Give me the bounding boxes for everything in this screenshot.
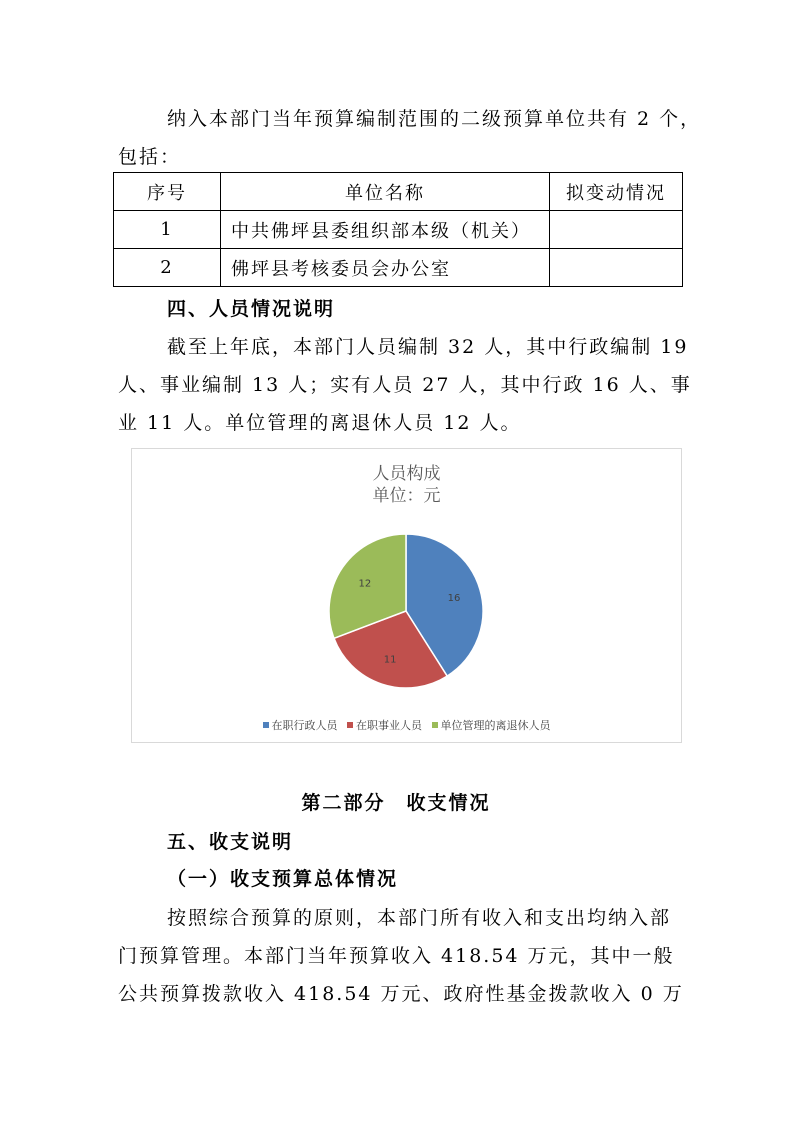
section4-line-3: 业 11 人。单位管理的离退休人员 12 人。 [118, 412, 522, 434]
header-change: 拟变动情况 [550, 173, 683, 211]
personnel-pie-chart [131, 448, 682, 743]
chart-title: 人员构成 [372, 464, 441, 484]
cell-unit-name: 中共佛坪县委组织部本级（机关） [221, 211, 550, 249]
header-unit-name: 单位名称 [221, 173, 550, 211]
pie-plot [132, 449, 681, 742]
table-row [114, 211, 683, 249]
chart-subtitle: 单位：元 [372, 486, 441, 506]
table-row [114, 249, 683, 287]
legend-item-retired [432, 717, 551, 733]
legend-swatch-administrative [263, 722, 269, 728]
section5-heading: 五、收支说明 [167, 831, 294, 853]
legend-item-administrative [263, 717, 338, 733]
table-header-row [114, 173, 683, 211]
legend-swatch-institution [347, 722, 353, 728]
chart-legend [132, 717, 681, 733]
pie-data-label-institution: 11 [383, 654, 397, 666]
section5-line-1: 按照综合预算的原则，本部门所有收入和支出均纳入部 [167, 907, 672, 929]
section4-line-1: 截至上年底，本部门人员编制 32 人，其中行政编制 19 [167, 336, 689, 358]
pie-data-label-administrative: 16 [447, 593, 461, 605]
cell-index: 1 [114, 211, 221, 249]
cell-unit-name: 佛坪县考核委员会办公室 [221, 249, 550, 287]
cell-index: 2 [114, 249, 221, 287]
legend-label-administrative: 在职行政人员 [271, 719, 338, 732]
units-table [113, 172, 683, 287]
legend-label-institution: 在职事业人员 [356, 719, 422, 732]
intro-line-2: 包括： [118, 146, 182, 168]
section5-line-2: 门预算管理。本部门当年预算收入 418.54 万元，其中一般 [118, 945, 675, 967]
pie-data-label-retired: 12 [358, 578, 372, 590]
part2-heading: 第二部分 收支情况 [301, 792, 491, 814]
section4-heading: 四、人员情况说明 [167, 298, 336, 320]
section5-line-3: 公共预算拨款收入 418.54 万元、政府性基金拨款收入 0 万 [118, 983, 684, 1005]
legend-label-retired: 单位管理的离退休人员 [440, 719, 551, 732]
intro-line-1: 纳入本部门当年预算编制范围的二级预算单位共有 2 个， [167, 108, 702, 130]
legend-item-institution [347, 717, 422, 733]
section5-sub1-heading: （一）收支预算总体情况 [167, 868, 399, 890]
cell-change [550, 211, 683, 249]
section4-line-2: 人、事业编制 13 人；实有人员 27 人，其中行政 16 人、事 [118, 374, 692, 396]
cell-change [550, 249, 683, 287]
header-index: 序号 [114, 173, 221, 211]
legend-swatch-retired [432, 722, 438, 728]
